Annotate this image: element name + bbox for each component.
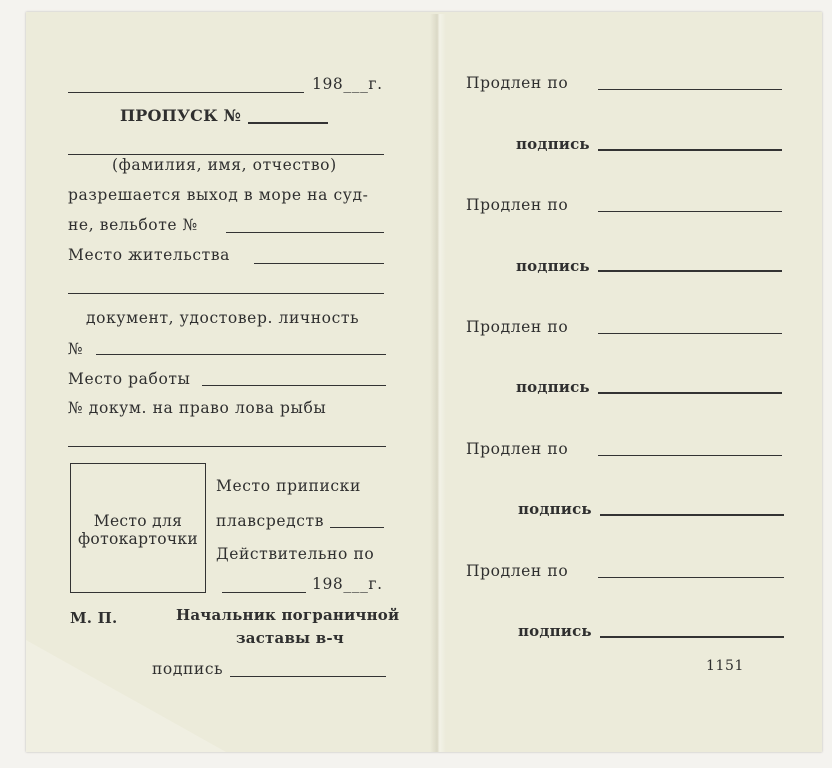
extended-label: Продлен по (466, 196, 569, 214)
extended-label: Продлен по (466, 440, 569, 458)
id-number-line[interactable] (96, 354, 386, 355)
date-line[interactable] (68, 92, 304, 93)
extended-line[interactable] (598, 211, 782, 212)
signature-line[interactable] (598, 149, 782, 151)
date-year: 198___г. (312, 75, 383, 93)
signature-label: подпись (518, 622, 592, 640)
chief-title-2: заставы в-ч (236, 629, 344, 647)
valid-date-line[interactable] (222, 592, 306, 593)
center-fold (430, 14, 446, 752)
signature-line[interactable] (600, 636, 784, 638)
signature-label: подпись (516, 135, 590, 153)
extended-line[interactable] (598, 89, 782, 90)
residence-line-2[interactable] (68, 293, 384, 294)
signature-label: подпись (516, 257, 590, 275)
extended-label: Продлен по (466, 74, 569, 92)
fishing-doc-line[interactable] (68, 446, 386, 447)
fio-caption: (фамилия, имя, отчество) (112, 156, 337, 174)
extended-label: Продлен по (466, 562, 569, 580)
boat-number-line[interactable] (226, 232, 384, 233)
form-number: 1151 (706, 658, 745, 674)
signature-label: подпись (518, 500, 592, 518)
vessel-label: плавсредств (216, 512, 325, 530)
fishing-doc-label: № докум. на право лова рыбы (68, 399, 327, 417)
permit-text-1: разрешается выход в море на суд- (68, 186, 369, 204)
chief-title-1: Начальник пограничной (176, 606, 400, 624)
fio-line[interactable] (68, 154, 384, 155)
pass-number-line[interactable] (248, 122, 328, 124)
extended-line[interactable] (598, 333, 782, 334)
photo-placeholder: Место для фотокарточки (78, 512, 198, 548)
signature-line[interactable] (598, 392, 782, 394)
chief-signature-line[interactable] (230, 676, 386, 677)
valid-year: 198___г. (312, 575, 383, 593)
vessel-line[interactable] (330, 527, 384, 528)
extended-line[interactable] (598, 455, 782, 456)
extended-label: Продлен по (466, 318, 569, 336)
id-doc-label: документ, удостовер. личность (86, 309, 360, 327)
valid-until-label: Действительно по (216, 545, 375, 563)
extended-line[interactable] (598, 577, 784, 578)
registry-label: Место приписки (216, 477, 361, 495)
chief-signature-label: подпись (152, 660, 224, 678)
workplace-line[interactable] (202, 385, 386, 386)
residence-label: Место жительства (68, 246, 231, 264)
workplace-label: Место работы (68, 370, 191, 388)
permit-text-2: не, вельботе № (68, 216, 198, 234)
stamp-place: М. П. (70, 609, 118, 627)
signature-line[interactable] (598, 270, 782, 272)
pass-title: ПРОПУСК № (120, 106, 242, 125)
signature-label: подпись (516, 378, 590, 396)
id-number-sign: № (68, 340, 84, 358)
residence-line[interactable] (254, 263, 384, 264)
signature-line[interactable] (600, 514, 784, 516)
